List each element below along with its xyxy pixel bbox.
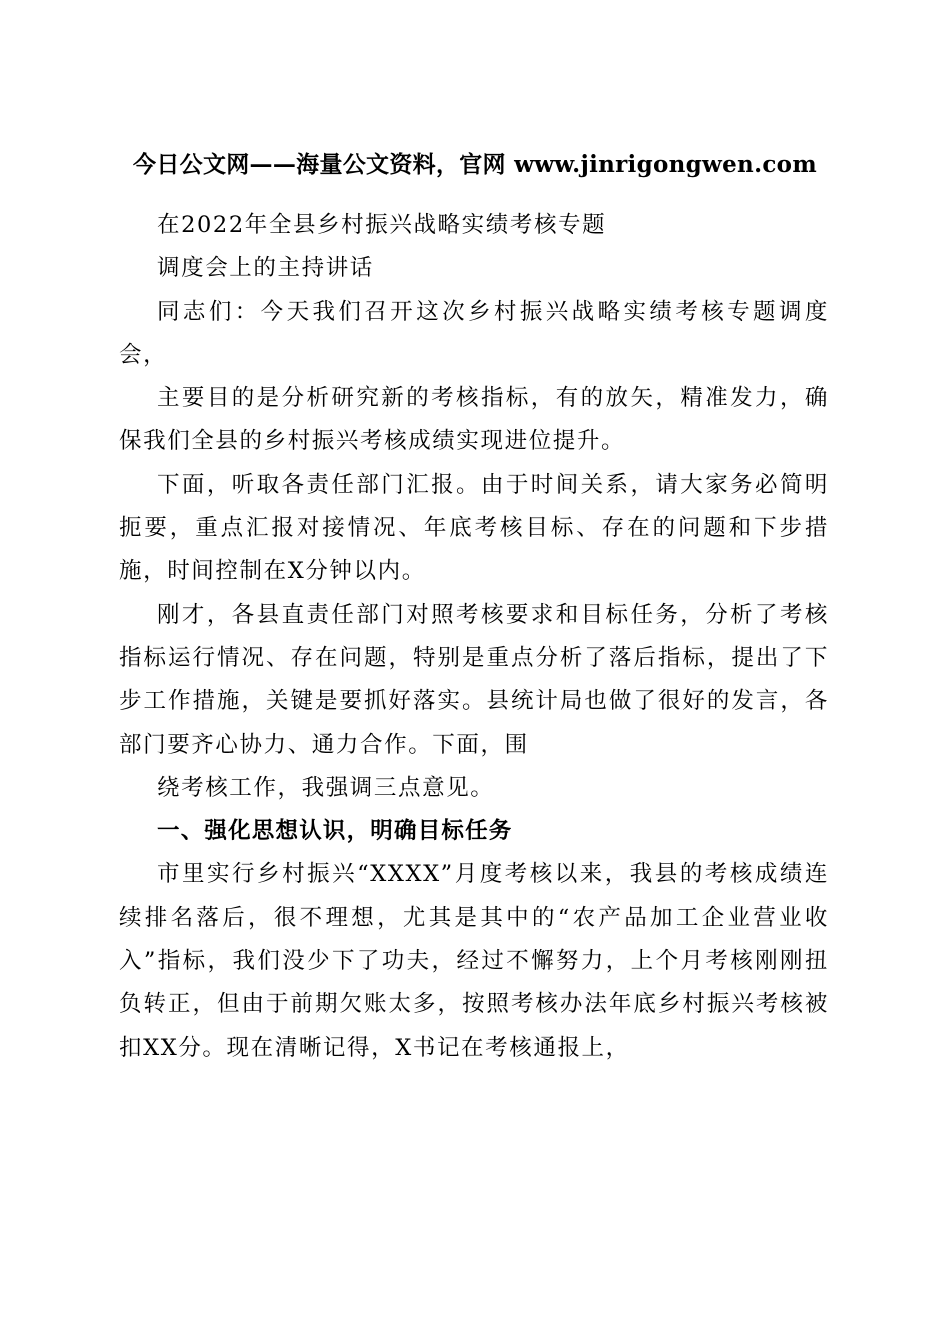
- paragraph-reports: 下面，听取各责任部门汇报。由于时间关系，请大家务必简明扼要，重点汇报对接情况、年底考核目标、存在的问题和下步措施，时间控制在X分钟以内。: [119, 471, 829, 585]
- section-heading-1: 一、强化思想认识，明确目标任务: [157, 818, 513, 845]
- paragraph-assessment: 市里实行乡村振兴“XXXX”月度考核以来，我县的考核成绩连续排名落后，很不理想，尤其是其中的“农产品加工企业营业收入”指标，我们没少下了功夫，经过不懈努力，上个月考核刚刚扭负转正，但由于前期欠账太多，按照考核办法年底乡村振兴考核被扣XX分。现在清晰记得，X书记在考核通报上，: [119, 861, 829, 1061]
- title-line-1: 在2022年全县乡村振兴战略实绩考核专题: [157, 212, 607, 238]
- paragraph-three-points: 绕考核工作，我强调三点意见。: [157, 774, 495, 801]
- document-body: [119, 204, 829, 1070]
- paragraph-greeting: 同志们：今天我们召开这次乡村振兴战略实绩考核专题调度会，: [119, 298, 829, 368]
- site-banner: 今日公文网——海量公文资料，官网 www.jinrigongwen.com: [133, 151, 817, 178]
- paragraph-summary: 刚才，各县直责任部门对照考核要求和目标任务，分析了考核指标运行情况、存在问题，特别是重点分析了落后指标，提出了下步工作措施，关键是要抓好落实。县统计局也做了很好的发言，各部门要齐心协力、通力合作。下面，围: [119, 601, 829, 758]
- paragraph-purpose: 主要目的是分析研究新的考核指标，有的放矢，精准发力，确保我们全县的乡村振兴考核成绩实现进位提升。: [119, 385, 829, 455]
- title-line-2: 调度会上的主持讲话: [157, 255, 374, 282]
